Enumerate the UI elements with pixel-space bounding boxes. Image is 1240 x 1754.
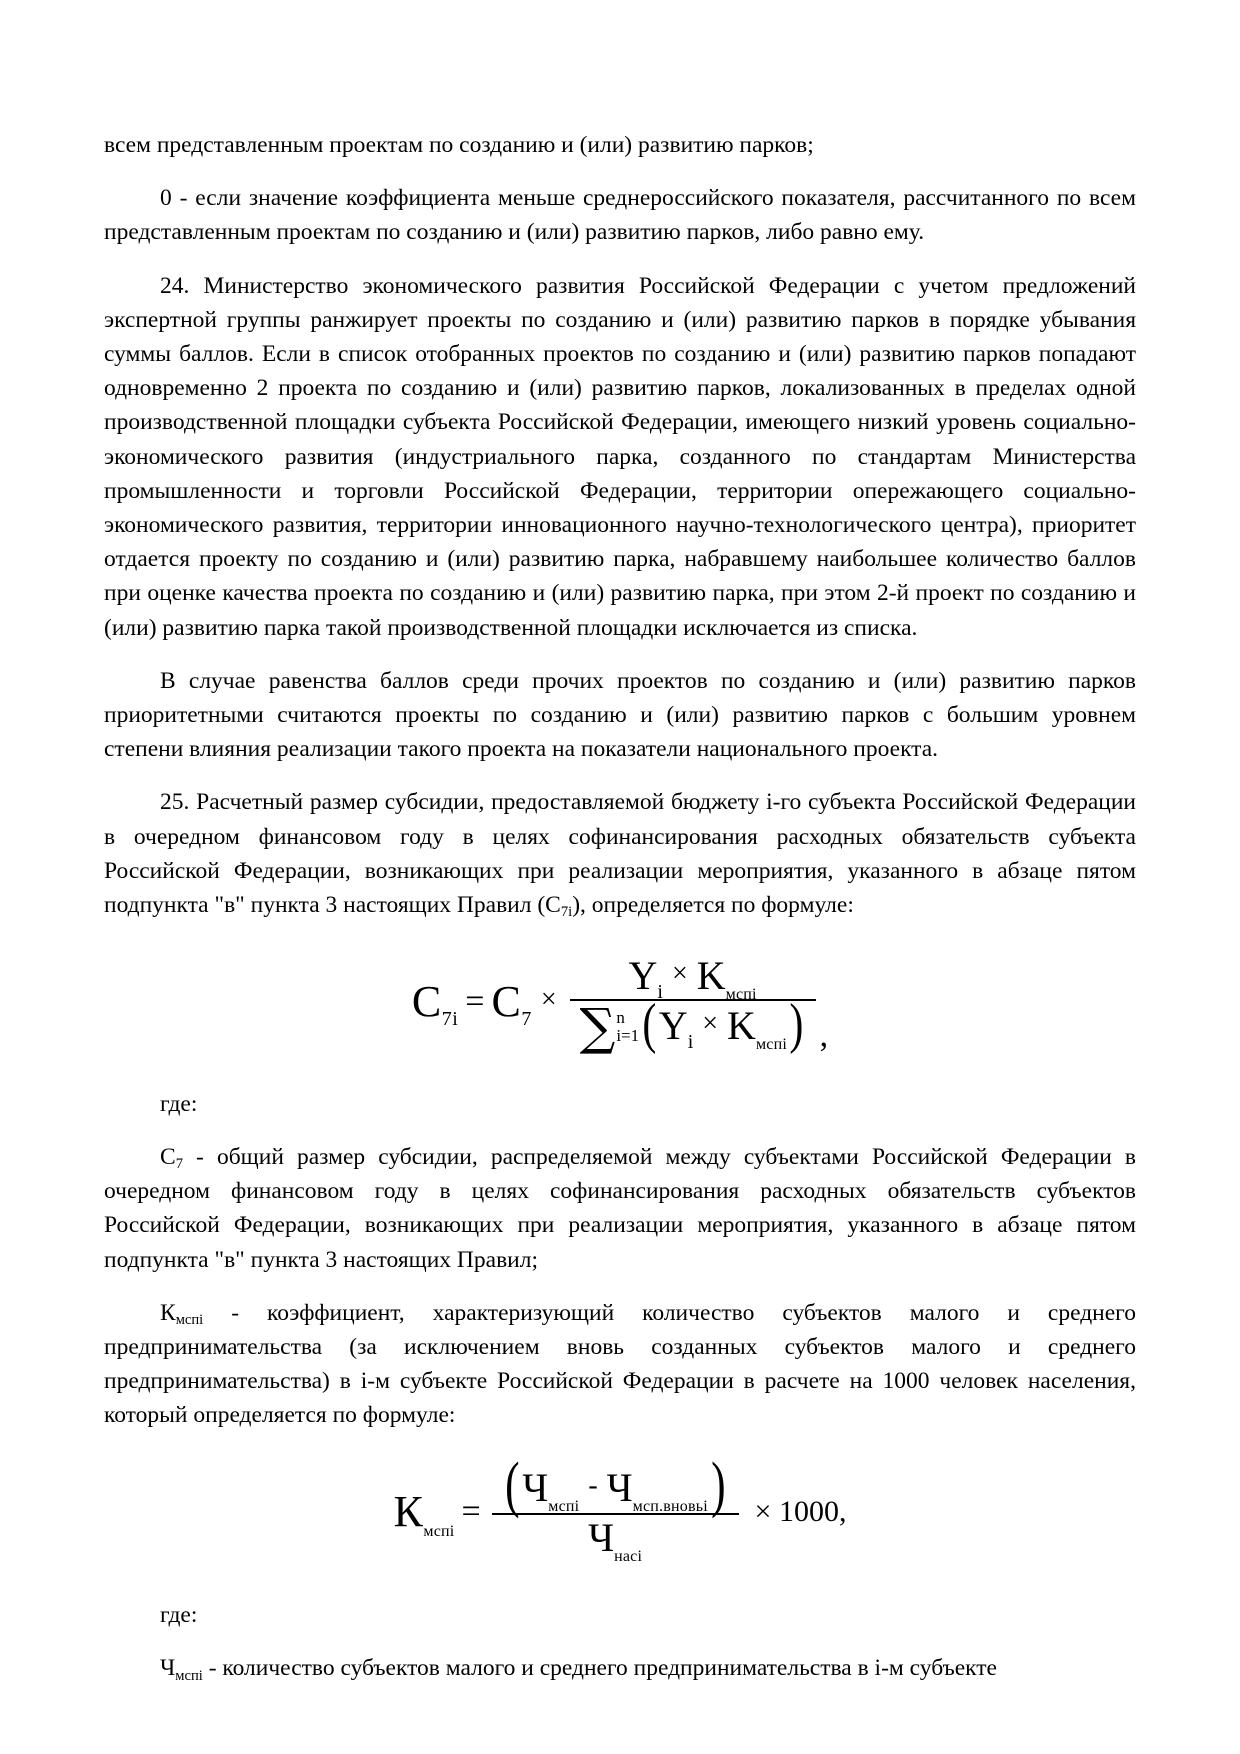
paragraph-25-tail: ), определяется по формуле: <box>572 892 854 919</box>
formula-2-expression <box>393 1450 847 1565</box>
definition-kmsp <box>104 1296 1136 1433</box>
definition-c7-text: - общий размер субсидии, распределяемой между субъектами Российской Федерации в очередном финансовом году в целях софинансирования расходных обязательств субъектов Российской Федерации, возникающих при реализации мероприятия, указанного в абзаце пятом подпункта "в" пункта 3 настоящих Правил; <box>104 1143 1136 1273</box>
formula-1-denominator <box>570 992 816 1057</box>
where-label-2: где: <box>160 1601 198 1628</box>
definition-c7-subscript: 7 <box>175 1156 183 1173</box>
formula-1-lhs-var: C <box>411 976 442 1026</box>
formula-1-num-var2-letter: K <box>696 953 726 999</box>
formula-1-times: × <box>540 983 557 1015</box>
definition-c7 <box>104 1140 1136 1277</box>
where-label-1: где: <box>160 1090 198 1117</box>
formula-1-den-var2 <box>727 1002 787 1053</box>
definition-chmsp <box>104 1651 1136 1685</box>
formula-1-comma: , <box>819 1016 829 1054</box>
definition-kmsp-subscript: мспi <box>175 1312 204 1329</box>
formula-1-rhs-sub: 7 <box>521 1007 532 1030</box>
formula-2-num-var2 <box>606 1465 708 1516</box>
formula-1-den-var1-sub: i <box>687 1030 694 1053</box>
formula-1-num-var1 <box>628 953 663 1004</box>
formula-2-fraction <box>492 1450 739 1565</box>
summation-icon: ∑ <box>579 998 616 1057</box>
formula-2-numerator <box>492 1450 739 1519</box>
definition-chmsp-subscript: мспi <box>175 1667 203 1684</box>
formula-2-minus: - <box>588 1470 598 1502</box>
formula-2-lhs-sub: мспi <box>423 1523 455 1541</box>
formula-msp-coefficient <box>104 1450 1136 1565</box>
formula-1-rhs-var: C <box>491 976 522 1026</box>
formula-2-open-paren: ( <box>504 1450 520 1519</box>
formula-2-num-var1-sub: мспi <box>548 1498 580 1516</box>
paragraph-zero-criterion: 0 - если значение коэффициента меньше среднероссийского показателя, рассчитанного по всем представленным проектам по созданию и (или) развитию парков, либо равно ему. <box>104 185 1136 246</box>
formula-1-lhs <box>411 976 459 1030</box>
definition-kmsp-text: - коэффициент, характеризующий количество субъектов малого и среднего предпринимательства (за исключением вновь созданных субъектов малого и среднего предпринимательства) в i-м субъекте Российской Федерации в расчете на 1000 человек населения, который определяется по формуле: <box>104 1299 1136 1429</box>
formula-2-den-var-sub: насi <box>614 1547 643 1565</box>
formula-1-num-var1-letter: Y <box>628 953 658 999</box>
formula-1-open-paren: ( <box>642 992 657 1055</box>
definition-kmsp-symbol: К <box>160 1299 176 1326</box>
formula-1-sigma-limits <box>616 1009 639 1045</box>
formula-1-lhs-sub: 7i <box>441 1007 459 1030</box>
definition-chmsp-text: - количество субъектов малого и среднего предпринимательства в i-м субъекте <box>202 1655 997 1682</box>
formula-1-fraction <box>570 953 816 1057</box>
formula-1-close-paren: ) <box>789 992 804 1055</box>
paragraph-24: 24. Министерство экономического развития Российской Федерации с учетом предложений экспертной группы ранжирует проекты по созданию и (или) развитию парков в порядке убывания суммы баллов. Если в список отобранных проектов по созданию и (или) развитию парков попадают одновременно 2 проекта по созданию и (или) развитию парков, локализованных в пределах одной производственной площадки субъекта Российской Федерации, имеющего низкий уровень социально-экономического развития (индустриального парка, созданного по стандартам Министерства промышленности и торговли Российской Федерации, территории опережающего социально-экономического развития, территории инновационного научно-технологического центра), приоритет отдается проекту по созданию и (или) развитию парка, набравшему наибольшее количество баллов при оценке качества проекта по созданию и (или) развитию парка, при этом 2-й проект по созданию и (или) развитию парка такой производственной площадки исключается из списка. <box>104 272 1136 641</box>
paragraph-25 <box>104 785 1136 922</box>
formula-subsidy-distribution <box>104 953 1136 1057</box>
formula-1-den-var1-letter: Y <box>658 1002 688 1048</box>
formula-2-den-var <box>588 1514 643 1565</box>
paragraph-tie-break: В случае равенства баллов среди прочих проектов по созданию и (или) развитию парков приоритетными считаются проекты по созданию и (или) развитию парков с большим уровнем степени влияния реализации такого проекта на показатели национального проекта. <box>104 667 1136 763</box>
paragraph-25-lead: 25. Расчетный размер субсидии, предоставляемой бюджету i-го субъекта Российской Федерации в очередном финансовом году в целях софинансирования расходных обязательств субъекта Российской Федерации, возникающих при реализации мероприятия, указанного в абзаце пятом подпункта "в" пункта 3 настоящих Правил (С <box>104 789 1136 919</box>
paragraph-continuation: всем представленным проектам по созданию и (или) развитию парков; <box>104 132 814 158</box>
formula-1-num-times: × <box>671 958 688 990</box>
formula-1-sigma-upper: n <box>616 1007 625 1027</box>
definition-chmsp-symbol: Ч <box>160 1655 176 1682</box>
formula-2-lhs <box>393 1487 455 1541</box>
formula-2-num-var1 <box>522 1465 580 1516</box>
formula-2-lhs-var: К <box>393 1487 424 1537</box>
formula-2-num-var1-letter: Ч <box>522 1465 549 1511</box>
formula-1-num-var2 <box>696 953 757 1004</box>
formula-1-numerator <box>619 953 767 1004</box>
formula-1-num-var2-sub: мспi <box>725 986 757 1004</box>
formula-2-denominator <box>578 1514 652 1565</box>
formula-2-close-paren: ) <box>710 1450 726 1519</box>
formula-1-den-var2-sub: мспi <box>755 1035 787 1053</box>
formula-1-den-times: × <box>702 1007 719 1039</box>
formula-1-sigma-lower: i=1 <box>616 1025 640 1045</box>
formula-2-den-var-letter: Ч <box>588 1514 615 1560</box>
formula-1-den-var2-letter: K <box>727 1002 756 1048</box>
formula-2-num-var2-sub: мсп.вновьi <box>632 1498 708 1516</box>
formula-1-rhs-coef <box>491 976 532 1030</box>
formula-1-expression <box>411 953 829 1057</box>
definition-c7-symbol: С <box>160 1143 176 1170</box>
paragraph-25-subscript: 7i <box>560 904 573 921</box>
formula-1-num-var1-sub: i <box>657 981 663 1004</box>
formula-2-equals: = <box>461 1493 481 1531</box>
formula-1-den-var1 <box>658 1002 694 1053</box>
formula-2-multiplier: × 1000, <box>754 1495 847 1529</box>
formula-1-equals: = <box>465 982 485 1020</box>
formula-2-num-var2-letter: Ч <box>606 1465 633 1511</box>
